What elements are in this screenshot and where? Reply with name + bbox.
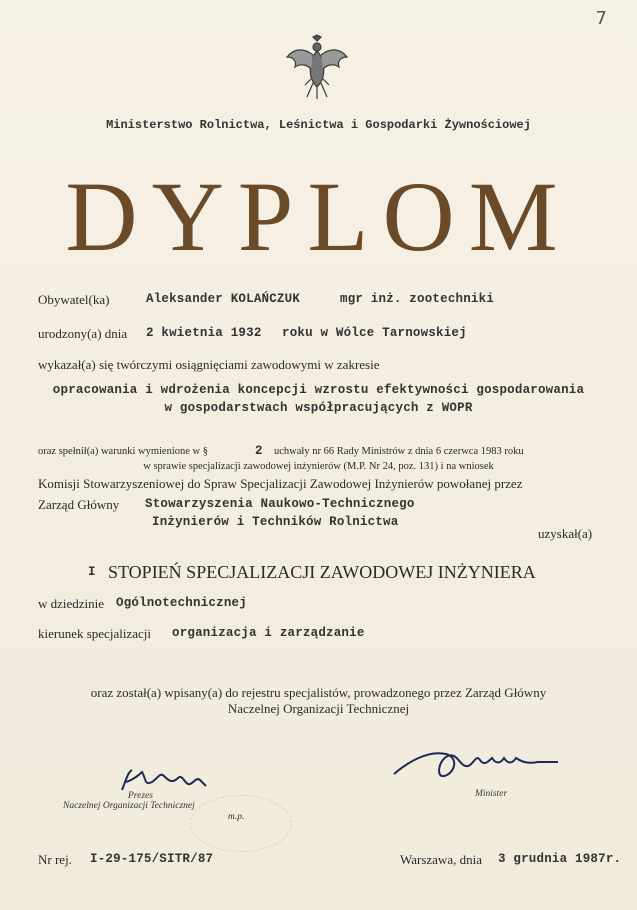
minister-signature: [388, 740, 563, 785]
registry-number-value: I-29-175/SITR/87: [90, 852, 214, 866]
conditions-paragraph: 2: [255, 444, 263, 458]
obtained-label: uzyskał(a): [538, 526, 593, 541]
achievements-label: wykazał(a) się twórczymi osiągnięciami zawodowymi w zakresie: [38, 357, 380, 372]
registry-line-1: oraz został(a) wpisany(a) do rejestru specjalistów, prowadzonego przez Zarząd Główny: [90, 685, 547, 700]
registry-line-2: Naczelnej Organizacji Technicznej: [227, 701, 410, 716]
commission-line: Komisji Stowarzyszeniowej do Spraw Specjalizacji Zawodowej Inżynierów powołanej przez: [38, 476, 523, 491]
field-value: Ogólnotechnicznej: [116, 596, 247, 610]
achievements-line-1: opracowania i wdrożenia koncepcji wzrostu efektywności gospodarowania: [52, 383, 585, 397]
ministry-header: Ministerstwo Rolnictwa, Leśnictwa i Gospodarki Żywnościowej: [106, 118, 531, 132]
achievements-line-2: w gospodarstwach współpracujących z WOPR: [164, 401, 473, 415]
direction-value: organizacja i zarządzanie: [172, 626, 365, 640]
mp-label: m.p.: [228, 812, 245, 822]
page-number: 7: [595, 8, 607, 29]
citizen-label: Obywatel(ka): [38, 292, 110, 307]
minister-label: Minister: [475, 789, 508, 799]
diploma-title: DYPLOM: [65, 161, 572, 272]
embossed-seal: [190, 795, 292, 852]
president-label: Prezes: [128, 791, 153, 801]
grade-title: STOPIEŃ SPECJALIZACJI ZAWODOWEJ INŻYNIERA: [108, 562, 536, 582]
conditions-pre: oraz spełnił(a) warunki wymienione w §: [38, 446, 208, 457]
registry-number-label: Nr rej.: [38, 852, 72, 867]
born-date: 2 kwietnia 1932: [146, 326, 262, 340]
board-label: Zarząd Główny: [38, 497, 120, 512]
place-date-value: 3 grudnia 1987r.: [498, 852, 622, 866]
field-label: w dziedzinie: [38, 596, 105, 611]
conditions-post: uchwały nr 66 Rady Ministrów z dnia 6 czerwca 1983 roku: [274, 446, 524, 457]
citizen-degree: mgr inż. zootechniki: [340, 292, 495, 306]
president-org: Naczelnej Organizacji Technicznej: [63, 801, 195, 811]
association-line-2: Inżynierów i Techników Rolnictwa: [152, 515, 399, 529]
direction-label: kierunek specjalizacji: [38, 626, 151, 641]
born-place: roku w Wólce Tarnowskiej: [282, 326, 467, 340]
association-line-1: Stowarzyszenia Naukowo-Technicznego: [145, 497, 415, 511]
conditions-line-2: w sprawie specjalizacji zawodowej inżynierów (M.P. Nr 24, poz. 131) i na wniosek: [143, 461, 494, 472]
place-date-label: Warszawa, dnia: [400, 852, 482, 867]
born-label: urodzony(a) dnia: [38, 326, 128, 341]
citizen-name: Aleksander KOLAŃCZUK: [146, 292, 301, 306]
eagle-emblem-icon: [283, 33, 351, 101]
grade-roman: I: [88, 565, 96, 579]
